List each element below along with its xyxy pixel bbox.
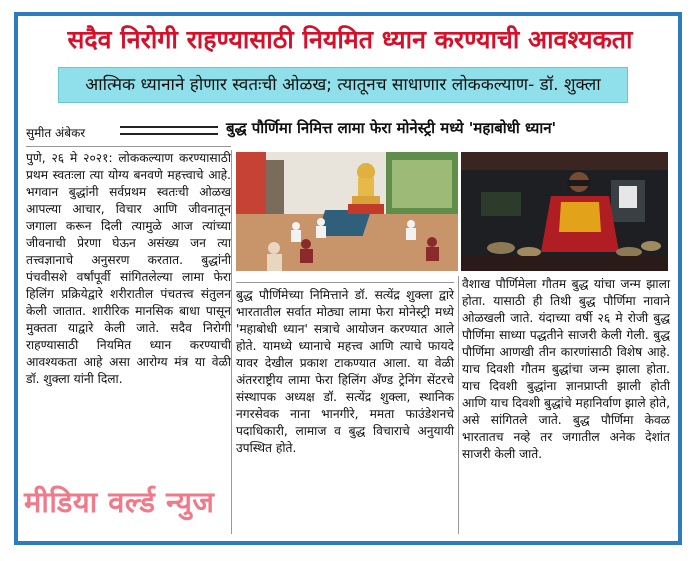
column-divider-2 (458, 276, 459, 534)
byline-rule (120, 126, 218, 135)
headline: सदैव निरोगी राहण्यासाठी नियमित ध्यान करण्याची आवश्यकता (67, 25, 633, 54)
article-column-3: वैशाख पौर्णिमेला गौतम बुद्ध यांचा जन्म झाला होता. यासाठी ही तिथी बुद्ध पौर्णिमा नावाने ओळखली जाते. यंदाच्या वर्षी २६ मे रोजी बुद्ध पौर्णिमा साध्या पद्धतीने साजरी केली गेली. बुद्ध पौर्णिमा आणखी तीन कारणांसाठी विशेष आहे. याच दिवशी गौतम बुद्धांचा जन्म झाला होता. याच दिवशी बुद्धांना ज्ञानप्राप्ती झाली होती आणि याच दिवशी बुद्धांचे महानिर्वाण झाले होते, असे सांगितले जाते. बुद्ध पौर्णिमा केवळ भारतातच नव्हे तर जगातील अनेक देशांत साजरी केली जाते. (462, 277, 670, 461)
subheadline: आत्मिक ध्यानाने होणार स्वतःची ओळख; त्यातूनच साधाणार लोककल्याण- डॉ. शुक्ला (85, 75, 601, 95)
story-title: बुद्ध पौर्णिमा निमित्त लामा फेरा मोनेस्ट्री मध्ये 'महाबोधी ध्यान' (226, 119, 557, 137)
article-column-2: बुद्ध पौर्णिमेच्या निमित्ताने डॉ. सत्येंद्र शुक्ला द्वारे भारतातील सर्वात मोठ्या लामा फेरा मोनेस्ट्री मध्ये 'महाबोधी ध्यान' सत्राचे आयोजन करण्यात आले होते. यामध्ये ध्यानाचे महत्त्व आणि त्याचे फायदे यावर देखील प्रकाश टाकण्यात आला. या वेळी अंतरराष्ट्रीय लामा फेरा हिलिंग अँण्ड ट्रेनिंग सेंटरचे संस्थापक अध्यक्ष डॉ. सत्येंद्र शुक्ला, स्थानिक नगरसेवक नाना भानगीरे, ममता फाउंडेशनचे पदाधिकारी, लामाज व बुद्ध विचाराचे अनुयायी उपस्थित होते. (236, 282, 454, 457)
byline: सुमीत अंबेकर (26, 126, 86, 140)
singing-bowl-photo (461, 152, 668, 271)
subheadline-bar (58, 67, 628, 103)
meditation-hall-photo (236, 152, 458, 271)
brand-logo: मीडिया वर्ल्ड न्युज (24, 485, 215, 519)
article-column-1: पुणे, २६ मे २०२१: लोककल्याण करण्यासाठी प्रथम स्वतःला त्या योग्य बनवणे महत्त्वाचे आहे. भगवान बुद्धांनी सर्वप्रथम स्वतःची ओळख आपल्या आचार, विचार आणि जीवनातून जगाला करून दिली त्यामुळे आज त्यांच्या जीवनाची प्रेरणा घेऊन असंख्य जन त्या तत्त्वज्ञानाचे अनुसरण करतात. बुद्धांनी पंचवीसशे वर्षांपूर्वी सांगितलेल्या लामा फेरा हिलिंग प्रक्रियेद्वारे शरीरातील पंचतत्त्व संतुलन केली जातात. शारीरिक मानसिक बाधा पासून मुक्तता याद्वारे केली जाते. सदैव निरोगी राहण्यासाठी नियमित ध्यान करण्याची आवश्यकता आहे असा आरोग्य मंत्र या वेळी डॉ. शुक्ला यांनी दिला. (26, 146, 231, 388)
column-divider-1 (231, 150, 232, 534)
